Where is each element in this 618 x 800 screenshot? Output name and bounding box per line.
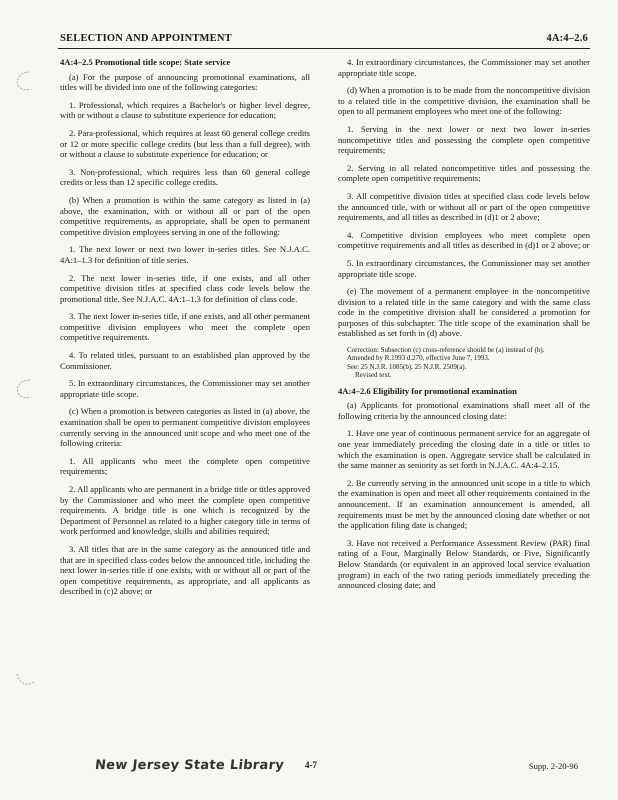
header-chapter-title: SELECTION AND APPOINTMENT xyxy=(60,33,232,44)
paragraph: 2. Be currently serving in the announced unit scope in a title to which the examination is open and meet all other requirements contained in the announcement. If an examination announcement is amended, all requirements must be met by the announced closing date whether or not the application filing date is changed; xyxy=(338,477,590,531)
paragraph: 3. All titles that are in the same category as the announced title and that are in specified class codes below the announced title, including the next lower in-series title if one exists, with or without all or part of the open competitive requirements, as appropriate, and all applicants as described in (c)2 above; or xyxy=(60,543,310,597)
paragraph: 4. In extraordinary circumstances, the Commissioner may set another appropriate title scope. xyxy=(338,57,590,78)
paragraph: 1. Professional, which requires a Bachelor's or higher level degree, with or without a clause to substitute experience for education; xyxy=(60,99,310,121)
paragraph: 3. Have not received a Performance Assessment Review (PAR) final rating of a Four, Marginally Below Standards, or Five, Significantly Below Standards (or equivalent in an approved local service evaluation program) in each of the two rating periods immediately preceding the announced closing date; and xyxy=(338,537,590,591)
supplement-date: Supp. 2-20-96 xyxy=(528,761,578,771)
paragraph: 2. Para-professional, which requires at least 60 general college credits or 12 or more specific college credits (but less than a full degree), with or without a clause to substitute experience for education; or xyxy=(60,127,310,160)
punch-hole-mark-top xyxy=(14,70,36,92)
paragraph: 3. Non-professional, which requires less than 60 general college credits or less than 12 specific college credits. xyxy=(60,166,310,188)
page-number: 4-7 xyxy=(305,760,317,770)
paragraph: (c) When a promotion is between categories as listed in (a) above, the examination shall be open to permanent competitive division employees currently serving in the announced unit scope and who meet one of the following criteria: xyxy=(60,406,310,449)
paragraph: 5. In extraordinary circumstances, the Commissioner may set another appropriate title scope. xyxy=(60,378,310,399)
history-note xyxy=(347,346,590,380)
paragraph: 3. All competitive division titles at specified class code levels below the announced title, with or without all or part of the open competitive requirements, and all titles as described in (d)1 or 2 above; xyxy=(338,190,590,223)
left-column xyxy=(60,57,310,604)
library-stamp: New Jersey State Library xyxy=(94,758,285,773)
section-heading-2-5: 4A:4–2.5 Promotional title scope: State service xyxy=(60,57,231,67)
paragraph: 3. The next lower in-series title, if one exists, and all other permanent competitive division employees who meet the complete open competitive requirements. xyxy=(60,311,310,343)
paragraph: (d) When a promotion is to be made from the noncompetitive division to a related title in the competitive division, the examination shall be open to all permanent employees who meet one of the following: xyxy=(338,85,590,117)
paragraph: 5. In extraordinary circumstances, the Commissioner may set another appropriate title scope. xyxy=(338,257,590,279)
paragraph: 1. The next lower or next two lower in-series titles. See N.J.A.C. 4A:1–1.3 for definition of title series. xyxy=(60,244,310,265)
paragraph: (a) For the purpose of announcing promotional examinations, all titles will be divided into one of the following categories: xyxy=(60,71,310,93)
paragraph: 1. Have one year of continuous permanent service for an aggregate of one year immediately preceding the closing date in a title or titles to which the examination is open. Aggregate service shall be calculated in the same manner as seniority as set forth in N.J.A.C. 4A:4–2.15. xyxy=(338,428,590,471)
page-footer xyxy=(0,755,618,775)
paragraph: (e) The movement of a permanent employee in the noncompetitive division to a related title in the same category and with the same class code in the competitive division shall be considered a promotion for purposes of this subchapter. The title scope of the examination shall be established as set forth in (d) above. xyxy=(338,286,590,339)
citation-note: See: 25 N.J.R. 1085(b), 25 N.J.R. 2509(a). xyxy=(347,362,467,371)
paragraph: 4. Competitive division employees who meet complete open competitive requirements and all titles as described in (d)1 or 2 above; or xyxy=(338,229,590,251)
running-header xyxy=(60,33,588,49)
amendment-note: Amended by R.1993 d.270, effective June 7, 1993. xyxy=(347,354,490,363)
punch-hole-mark-bottom xyxy=(14,668,36,690)
header-section-number: 4A:4–2.6 xyxy=(546,33,588,44)
section-heading-2-6: 4A:4–2.6 Eligibility for promotional examination xyxy=(338,385,517,396)
header-rule xyxy=(58,48,590,49)
paragraph: 2. Serving in all related noncompetitive titles and possessing the complete open competitive requirements; xyxy=(338,162,590,184)
punch-hole-mark-middle xyxy=(14,378,36,400)
paragraph: 2. All applicants who are permanent in a bridge title or titles approved by the Commissioner and who meet the complete open competitive requirements. A bridge title is one which is recognized by the Department of Personnel as related to a higher category title in terms of work performed and knowledge, skills and abilities required; xyxy=(60,484,310,537)
paragraph: (a) Applicants for promotional examinations shall meet all of the following criteria by the announced closing date: xyxy=(338,400,590,421)
paragraph: 2. The next lower in-series title, if one exists, and all other competitive division titles at specified class code levels below the promotional title. See N.J.A.C. 4A:1–1.3 for definition of class code. xyxy=(60,272,310,304)
correction-note: Correction: Subsection (c) cross-reference should be (a) instead of (b). xyxy=(347,346,545,355)
right-column xyxy=(338,57,590,598)
paragraph: 1. Serving in the next lower or next two lower in-series noncompetitive titles and possessing the complete open competitive requirements; xyxy=(338,123,590,156)
paragraph: 1. All applicants who meet the complete open competitive requirements; xyxy=(60,455,310,477)
paragraph: 4. To related titles, pursuant to an established plan approved by the Commissioner. xyxy=(60,350,310,371)
revision-note: Revised text. xyxy=(355,371,392,380)
paragraph: (b) When a promotion is within the same category as listed in (a) above, the examination, with or without all or part of the open competitive requirements, as appropriate, shall be open to permanent competitive division employees serving in one of the following: xyxy=(60,194,310,237)
